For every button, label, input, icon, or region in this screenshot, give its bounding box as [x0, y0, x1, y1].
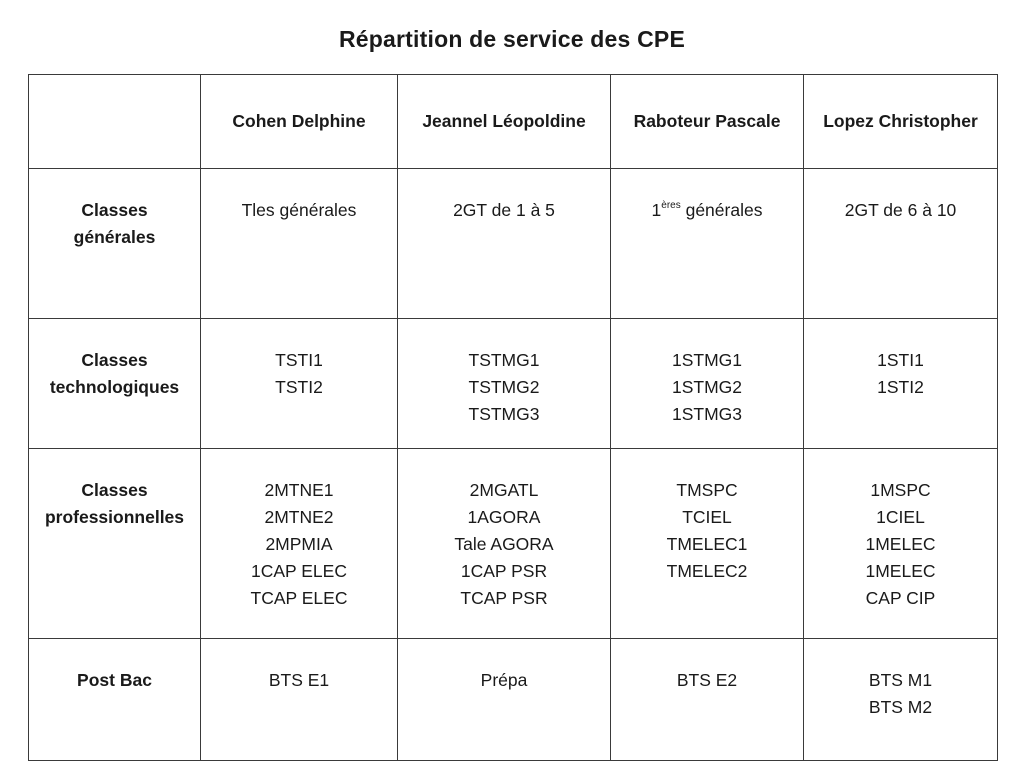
- header-jeannel: Jeannel Léopoldine: [398, 75, 611, 169]
- cell: TSTMG1 TSTMG2 TSTMG3: [398, 319, 611, 449]
- cell: TMSPC TCIEL TMELEC1 TMELEC2: [611, 449, 804, 639]
- cell: BTS E2: [611, 639, 804, 761]
- header-lopez: Lopez Christopher: [804, 75, 998, 169]
- page-title: Répartition de service des CPE: [338, 26, 685, 52]
- row-label-technologiques: Classes technologiques: [29, 319, 201, 449]
- cell: 1MSPC 1CIEL 1MELEC 1MELEC CAP CIP: [804, 449, 998, 639]
- table-row: [29, 449, 998, 639]
- cell: Tles générales: [201, 169, 398, 319]
- cell-superscript: 1ères générales: [611, 169, 804, 319]
- table-row: [29, 169, 998, 319]
- header-cohen: Cohen Delphine: [201, 75, 398, 169]
- header-row: [29, 75, 998, 169]
- cell: 1STMG1 1STMG2 1STMG3: [611, 319, 804, 449]
- corner-cell: [29, 75, 201, 169]
- cell: Prépa: [398, 639, 611, 761]
- cell: 1STI1 1STI2: [804, 319, 998, 449]
- cell: TSTI1 TSTI2: [201, 319, 398, 449]
- row-label-generales: Classes générales: [29, 169, 201, 319]
- table-row: [29, 319, 998, 449]
- cell: 2MGATL 1AGORA Tale AGORA 1CAP PSR TCAP PSR: [398, 449, 611, 639]
- cell: BTS M1 BTS M2: [804, 639, 998, 761]
- row-label-post-bac: Post Bac: [29, 639, 201, 761]
- cell: 2GT de 6 à 10: [804, 169, 998, 319]
- cell: BTS E1: [201, 639, 398, 761]
- cell: 2GT de 1 à 5: [398, 169, 611, 319]
- service-table: [28, 74, 998, 761]
- table-row: [29, 639, 998, 761]
- row-label-professionnelles: Classes professionnelles: [29, 449, 201, 639]
- cell: 2MTNE1 2MTNE2 2MPMIA 1CAP ELEC TCAP ELEC: [201, 449, 398, 639]
- header-raboteur: Raboteur Pascale: [611, 75, 804, 169]
